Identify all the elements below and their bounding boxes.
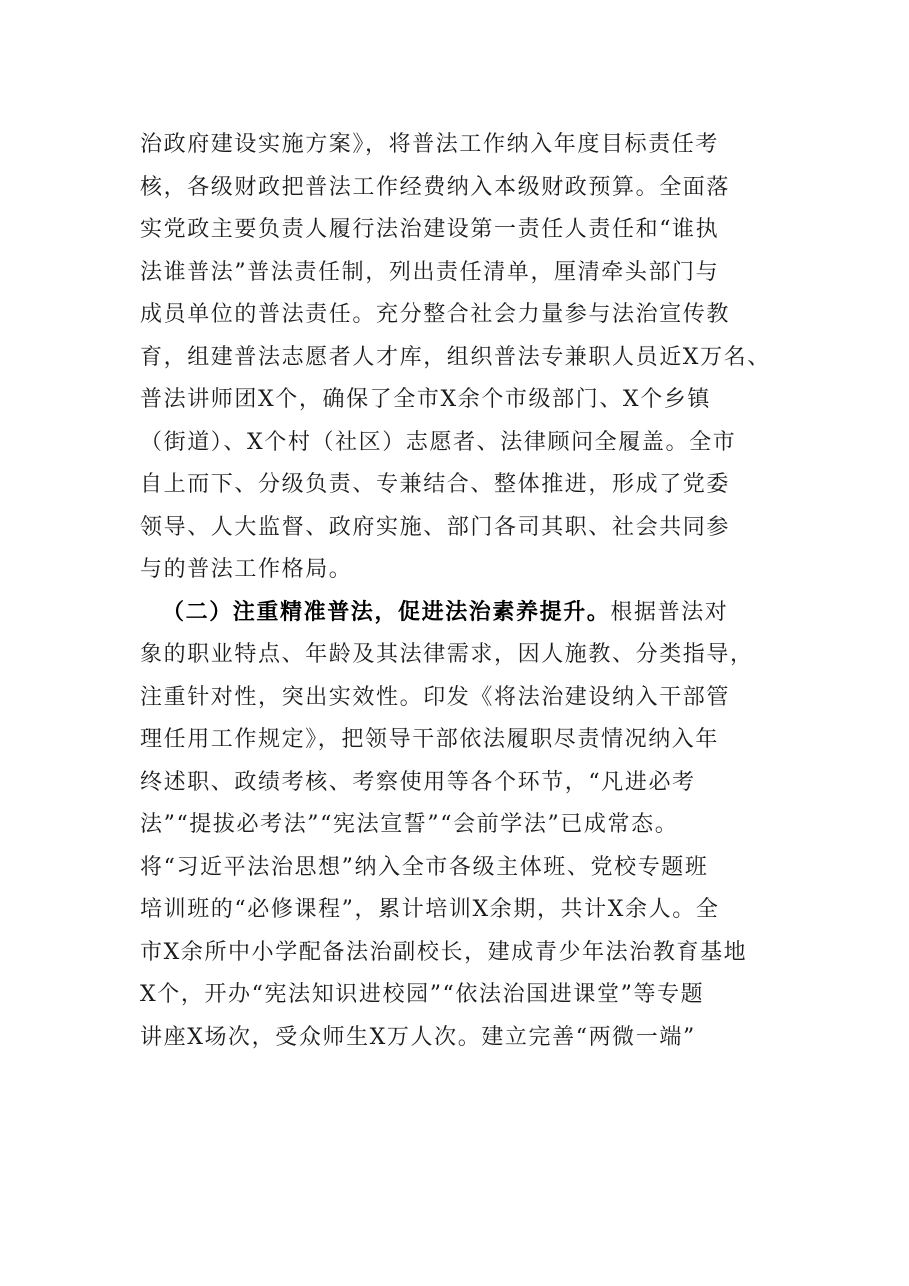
text-line: 自上而下、分级负责、专兼结合、整体推进，形成了党委 xyxy=(140,472,731,497)
text-line: 象的职业特点、年龄及其法律需求，因人施教、分类指导， xyxy=(140,642,754,667)
text-line: 普法讲师团X个，确保了全市X余个市级部门、X个乡镇 xyxy=(140,387,711,412)
text-line: 领导、人大监督、政府实施、部门各司其职、社会共同参 xyxy=(140,514,731,540)
text-line: 培训班的“必修课程”，累计培训X余期，共计X余人。全 xyxy=(140,897,720,922)
text-line: 将“习近平法治思想”纳入全市各级主体班、党校专题班 xyxy=(140,854,709,880)
section-heading-line xyxy=(140,592,780,635)
text-line: 注重针对性，突出实效性。印发《将法治建设纳入干部管 xyxy=(140,684,731,710)
text-line: 与的普法工作格局。 xyxy=(140,557,353,582)
text-line: 市X余所中小学配备法治副校长，建成青少年法治教育基地 xyxy=(140,939,748,965)
body-text xyxy=(140,124,780,1059)
text-line: 治政府建设实施方案》，将普法工作纳入年度目标责任考 xyxy=(140,132,720,157)
text-line: 成员单位的普法责任。充分整合社会力量参与法治宣传教 xyxy=(140,302,731,327)
text-line: 终述职、政绩考核、考察使用等各个环节，“凡进必考 xyxy=(140,769,696,795)
text-line: 育，组建普法志愿者人才库，组织普法专兼职人员近X万名、 xyxy=(140,344,771,370)
text-line: 核，各级财政把普法工作经费纳入本级财政预算。全面落 xyxy=(140,174,731,200)
text-line: 法谁普法”普法责任制，列出责任清单，厘清牵头部门与 xyxy=(140,259,720,285)
text-line: 实党政主要负责人履行法治建设第一责任人责任和“谁执 xyxy=(140,217,720,242)
section-heading: （二）注重精准普法，促进法治素养提升。 xyxy=(162,599,611,625)
section-heading-tail: 根据普法对 xyxy=(610,599,729,625)
text-line: 法”“提拔必考法”“宪法宣誓”“会前学法”已成常态。 xyxy=(140,812,679,837)
text-line: 理任用工作规定》，把领导干部依法履职尽责情况纳入年 xyxy=(140,727,720,752)
text-line: 讲座X场次，受众师生X万人次。建立完善“两微一端” xyxy=(140,1024,696,1050)
text-line: X个，开办“宪法知识进校园”“依法治国进课堂”等专题 xyxy=(140,982,705,1007)
text-line: （街道）、X个村（社区）志愿者、法律顾问全履盖。全市 xyxy=(140,429,737,455)
